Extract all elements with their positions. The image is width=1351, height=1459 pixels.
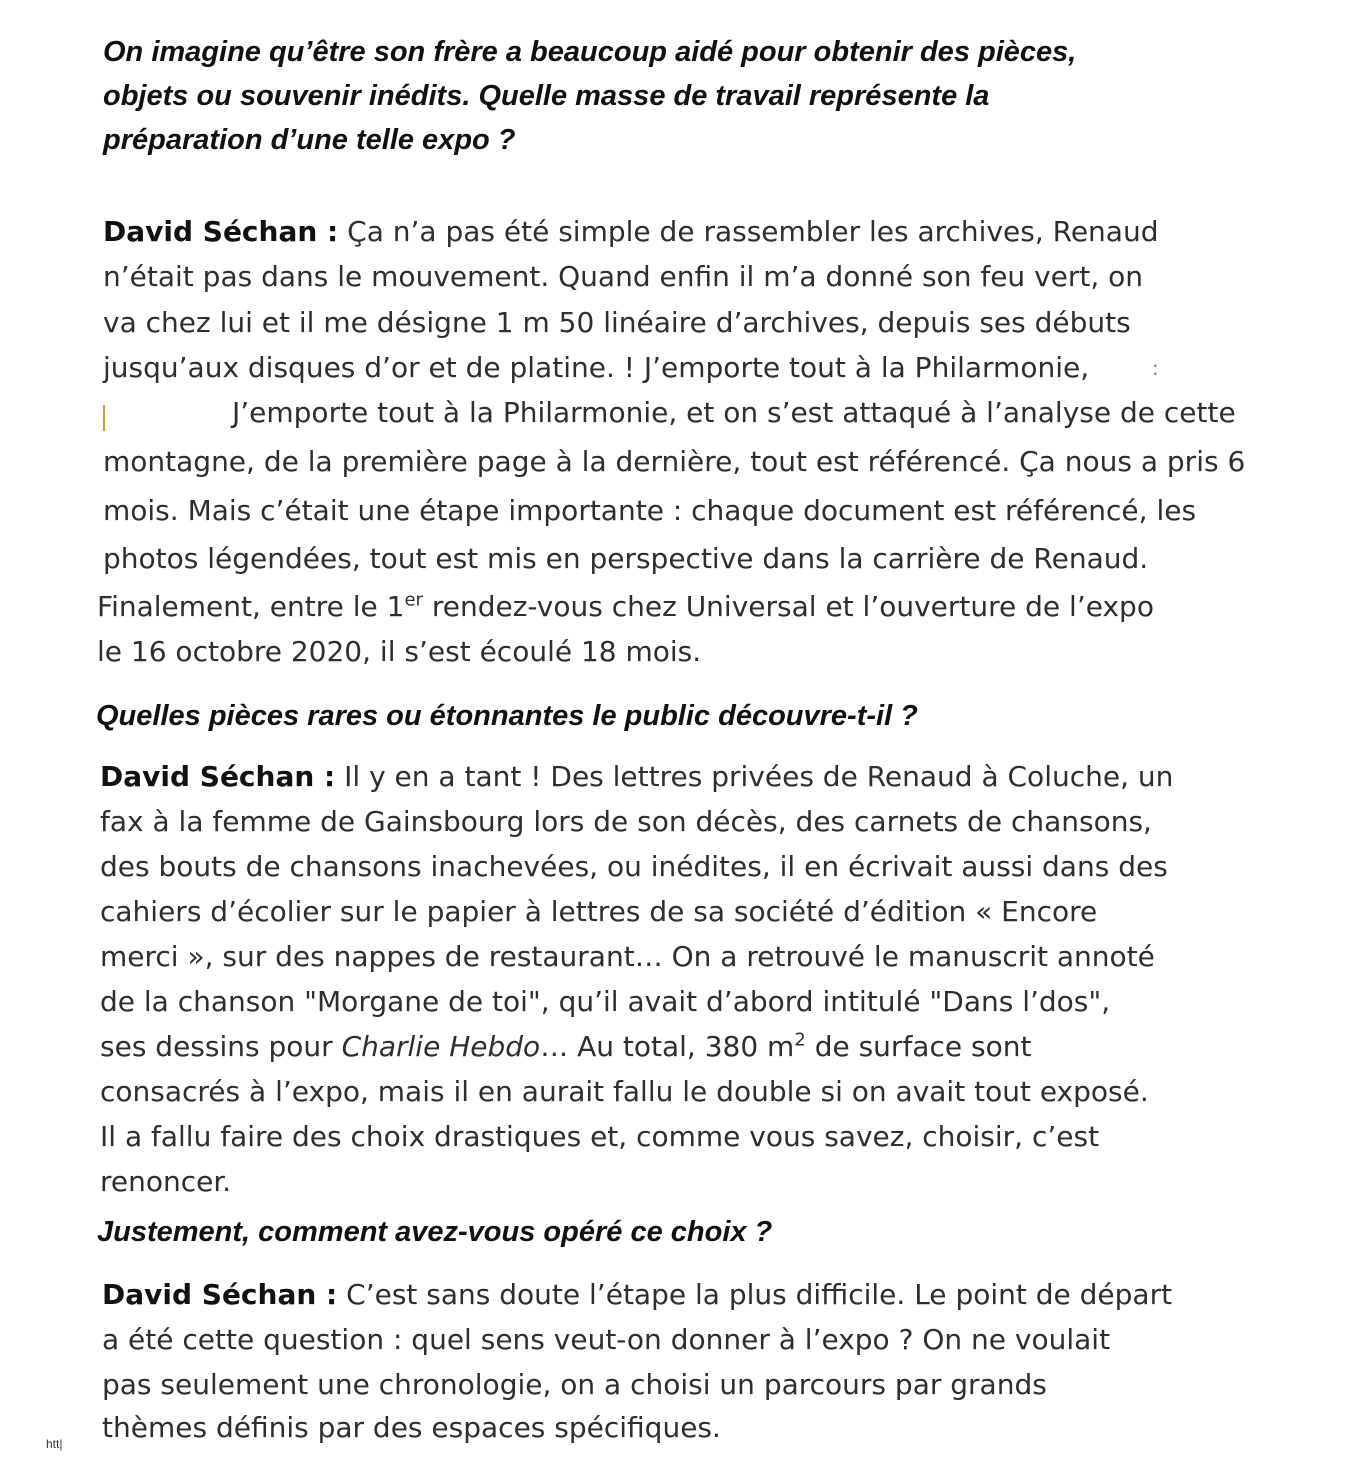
answer-text: rendez-vous chez Universal et l’ouverture de l’expo xyxy=(422,590,1154,623)
answer-2-line-5: merci », sur des nappes de restaurant… On a retrouvé le manuscrit annoté xyxy=(100,940,1155,973)
superscript: er xyxy=(404,589,423,611)
answer-text: … Au total, 380 m xyxy=(540,1030,795,1063)
answer-2-line-4: cahiers d’écolier sur le papier à lettres de sa société d’édition « Encore xyxy=(100,895,1098,928)
answer-2-line-10: renoncer. xyxy=(100,1165,232,1198)
answer-2-line-3: des bouts de chansons inachevées, ou inédites, il en écrivait aussi dans des xyxy=(100,850,1168,883)
text-cursor-mark xyxy=(103,405,105,431)
answer-2-line-1 xyxy=(100,759,1173,795)
answer-1-line-8: photos légendées, tout est mis en perspective dans la carrière de Renaud. xyxy=(103,542,1149,575)
truncated-url-fragment: htt| xyxy=(46,1437,63,1451)
answer-2-line-7 xyxy=(100,1029,1031,1065)
answer-text: de surface sont xyxy=(805,1030,1032,1063)
answer-2-line-9: Il a fallu faire des choix drastiques et, comme vous savez, choisir, c’est xyxy=(100,1120,1100,1153)
answer-1-line-4: jusqu’aux disques d’or et de platine. ! J’emporte tout à la Philarmonie, xyxy=(103,351,1090,384)
superscript: 2 xyxy=(794,1029,806,1051)
answer-2-line-2: fax à la femme de Gainsbourg lors de son décès, des carnets de chansons, xyxy=(100,805,1152,838)
answer-1-line-6: montagne, de la première page à la dernière, tout est référencé. Ça nous a pris 6 xyxy=(103,445,1246,478)
answer-1-line-9 xyxy=(97,589,1154,625)
publication-title: Charlie Hebdo xyxy=(341,1030,541,1063)
answer-text: Ça n’a pas été simple de rassembler les archives, Renaud xyxy=(338,215,1159,248)
answer-text: ses dessins pour xyxy=(100,1030,342,1063)
answer-1-line-10: le 16 octobre 2020, il s’est écoulé 18 mois. xyxy=(97,635,702,668)
question-2: Quelles pièces rares ou étonnantes le public découvre-t-il ? xyxy=(96,700,918,732)
answer-3-line-3: pas seulement une chronologie, on a choisi un parcours par grands xyxy=(102,1368,1047,1401)
answer-1-line-3: va chez lui et il me désigne 1 m 50 linéaire d’archives, depuis ses débuts xyxy=(103,306,1131,339)
answer-2-line-8: consacrés à l’expo, mais il en aurait fallu le double si on avait tout exposé. xyxy=(100,1075,1149,1108)
answer-3-line-2: a été cette question : quel sens veut-on donner à l’expo ? On ne voulait xyxy=(102,1323,1111,1356)
answer-text: C’est sans doute l’étape la plus difficile. Le point de départ xyxy=(337,1278,1173,1311)
answer-1-line-7: mois. Mais c’était une étape importante : chaque document est référencé, les xyxy=(103,494,1197,527)
speaker-label: David Séchan : xyxy=(103,215,339,248)
answer-3-line-1 xyxy=(102,1277,1172,1313)
answer-3-line-4: thèmes définis par des espaces spécifiques. xyxy=(102,1411,721,1444)
answer-1-line-5: J’emporte tout à la Philarmonie, et on s’est attaqué à l’analyse de cette xyxy=(232,396,1236,429)
answer-text: Finalement, entre le 1 xyxy=(97,590,405,623)
answer-2-line-6: de la chanson "Morgane de toi", qu’il avait d’abord intitulé "Dans l’dos", xyxy=(100,985,1111,1018)
answer-text: Il y en a tant ! Des lettres privées de Renaud à Coluche, un xyxy=(335,760,1174,793)
stray-colon-mark: : xyxy=(1152,356,1159,380)
question-1: On imagine qu’être son frère a beaucoup aidé pour obtenir des pièces, objets ou souvenir inédits. Quelle masse de travail représente la préparation d’une telle expo ? xyxy=(103,36,1077,156)
answer-1-line-1 xyxy=(103,214,1158,250)
question-3: Justement, comment avez-vous opéré ce choix ? xyxy=(97,1216,773,1248)
answer-1-line-2: n’était pas dans le mouvement. Quand enfin il m’a donné son feu vert, on xyxy=(103,260,1144,293)
speaker-label: David Séchan : xyxy=(100,760,336,793)
speaker-label: David Séchan : xyxy=(102,1278,338,1311)
